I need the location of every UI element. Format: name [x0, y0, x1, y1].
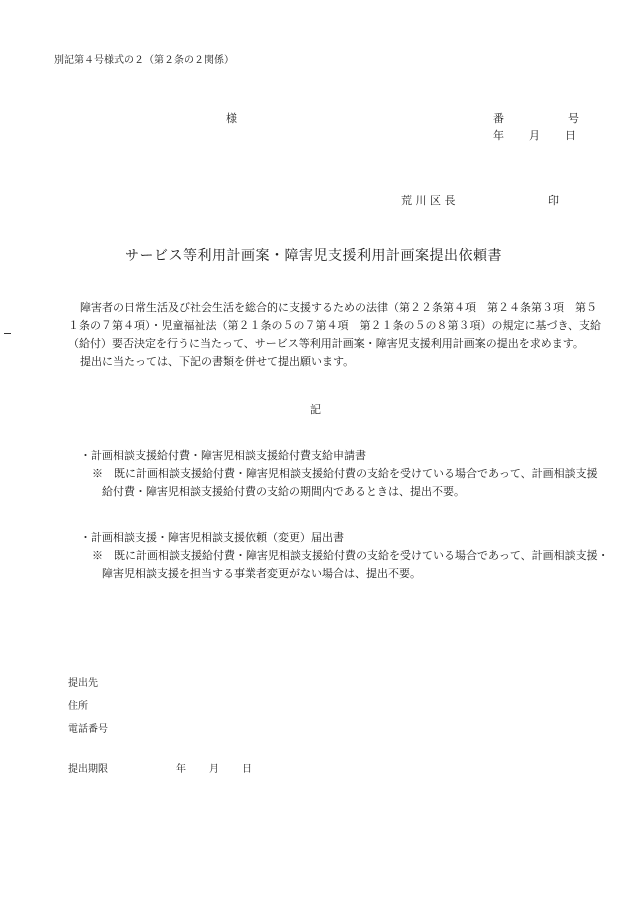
number-label-left: 番: [493, 112, 504, 125]
edge-mark: [4, 333, 11, 334]
date-day-label: 日: [565, 129, 576, 142]
body-paragraph: [68, 299, 601, 371]
deadline-month-label: 月: [209, 764, 219, 775]
body-line: 提出に当たっては、下記の書類を併せて提出願います。: [80, 355, 355, 368]
addressee-suffix: 様: [226, 112, 237, 125]
deadline-day-label: 日: [242, 764, 252, 775]
item-note: [92, 547, 609, 583]
date-month-label: 月: [529, 129, 540, 142]
address-label: 住所: [68, 701, 88, 712]
form-id: 別記第４号様式の２（第２条の２関係）: [54, 55, 234, 66]
item-note-line: ※ 既に計画相談支援給付費・障害児相談支援給付費の支給を受けている場合であって、計画相談支援・: [92, 549, 609, 562]
number-label-right: 号: [568, 112, 579, 125]
body-line: 障害者の日常生活及び社会生活を総合的に支援するための法律（第２２条第４項 第２４条第３項 第５: [80, 301, 597, 314]
item-title: ・計画相談支援・障害児相談支援依頼（変更）届出書: [80, 531, 344, 544]
body-line: １条の７第４項）・児童福祉法（第２１条の５の７第４項 第２１条の５の８第３項）の規定に基づき、支給: [68, 319, 602, 332]
item-note: [92, 465, 598, 501]
issuer-seal: 印: [548, 194, 559, 207]
deadline-year-label: 年: [176, 764, 186, 775]
body-line: （給付）要否決定を行うに当たって、サービス等利用計画案・障害児支援利用計画案の提出を求めます。: [68, 337, 584, 350]
item-note-line: 給付費・障害児相談支援給付費の支給の期間内であるときは、提出不要。: [102, 485, 465, 498]
phone-label: 電話番号: [68, 724, 108, 735]
issuer-name: 荒 川 区 長: [401, 194, 456, 207]
item-note-line: ※ 既に計画相談支援給付費・障害児相談支援給付費の支給を受けている場合であって、計画相談支援: [92, 467, 598, 480]
item-note-line: 障害児相談支援を担当する事業者変更がない場合は、提出不要。: [102, 567, 421, 580]
item-title: ・計画相談支援給付費・障害児相談支援給付費支給申請書: [80, 449, 366, 462]
submit-to-label: 提出先: [68, 678, 98, 689]
date-year-label: 年: [493, 129, 504, 142]
ki-heading: 記: [310, 403, 321, 416]
document-title: サービス等利用計画案・障害児支援利用計画案提出依頼書: [125, 248, 502, 264]
deadline-label: 提出期限: [68, 764, 108, 775]
